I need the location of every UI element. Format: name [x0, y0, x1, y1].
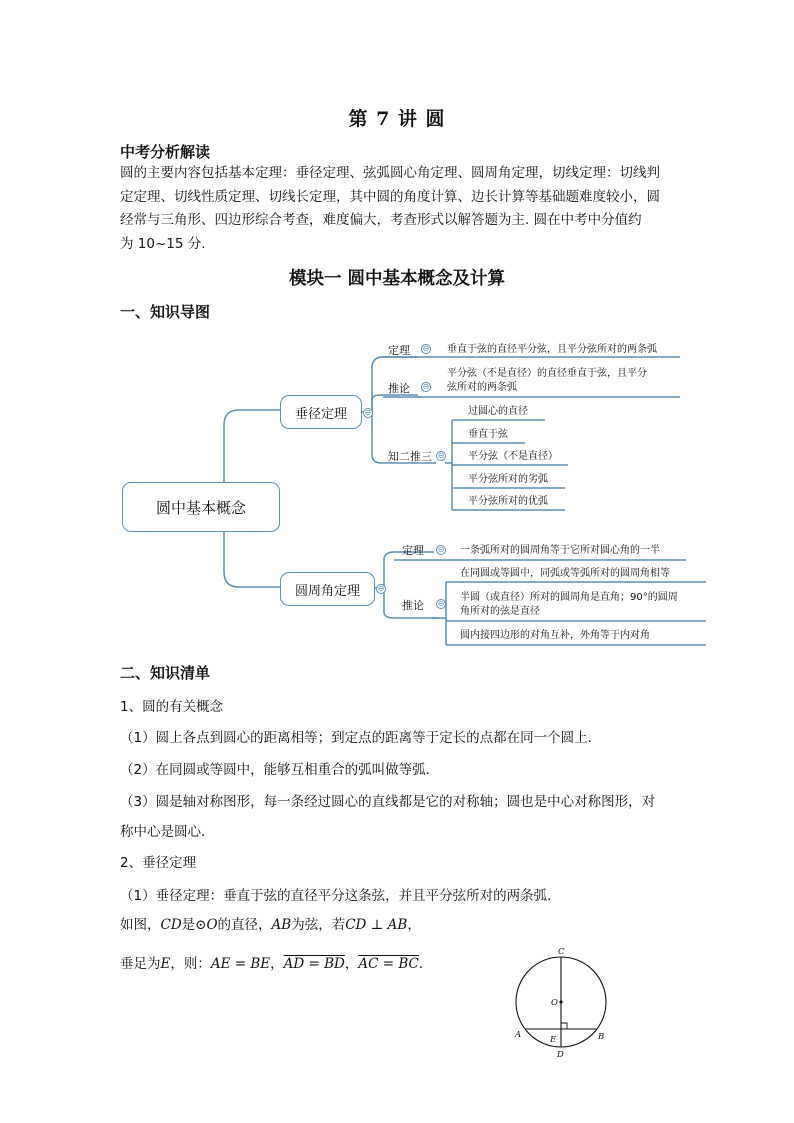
- analysis-line: 定定理、切线性质定理、切线长定理，其中圆的角度计算、边长计算等基础题难度较小，圆: [120, 188, 660, 205]
- analysis-line: 经常与三角形、四边形综合考查，难度偏大，考查形式以解答题为主. 圆在中考中分值约: [120, 212, 642, 228]
- mindmap-leaf: 在同圆或等圆中，同弧或等弧所对的圆周角相等: [460, 568, 670, 579]
- text-fragment: 如图，: [120, 917, 161, 933]
- label-a: A: [515, 1030, 522, 1040]
- mindmap-node-inscribed-angle: 圆周角定理: [280, 572, 375, 606]
- collapse-icon[interactable]: ⊖: [364, 408, 372, 417]
- list-paragraph: （1）垂径定理：垂直于弦的直径平分这条弦，并且平分弦所对的两条弧．: [120, 888, 561, 904]
- collapse-icon[interactable]: ⊖: [422, 382, 430, 391]
- label-b: B: [598, 1032, 605, 1042]
- list-paragraph: （3）圆是轴对称图形，每一条经过圆心的直线都是它的对称轴；圆也是中心对称图形，对: [120, 794, 656, 810]
- mindmap-leaf: 平分弦（不是直径）的直径垂直于弦，且平分: [447, 368, 647, 379]
- list-item-heading: 1、圆的有关概念: [120, 699, 224, 715]
- math-fragment: CD: [160, 917, 182, 933]
- label-o: O: [551, 998, 558, 1008]
- mindmap-label-theorem: 定理: [388, 344, 410, 357]
- math-fragment: CD ⊥ AB: [345, 917, 408, 933]
- right-angle-mark: [561, 1023, 567, 1029]
- mindmap-leaf: 平分弦所对的优弧: [468, 496, 548, 507]
- label-c: C: [558, 947, 565, 957]
- mindmap-node-chord-theorem: 垂径定理: [280, 395, 362, 429]
- collapse-icon[interactable]: ⊖: [437, 545, 445, 554]
- analysis-line: 为 10~15 分.: [120, 235, 206, 252]
- mindmap-leaf: 平分弦（不是直径）: [468, 451, 558, 462]
- mindmap-leaf: 弦所对的两条弧: [447, 382, 517, 393]
- list-paragraph: （1）圆上各点到圆心的距离相等；到定点的距离等于定长的点都在同一个圆上．: [120, 730, 602, 746]
- list-paragraph: （2）在同圆或等圆中，能够互相重合的弧叫做等弧．: [120, 762, 440, 778]
- mindmap-leaf: 一条弧所对的圆周角等于它所对圆心角的一半: [460, 545, 660, 556]
- mindmap-leaf: 圆内接四边形的对角互补，外角等于内对角: [460, 630, 650, 641]
- collapse-icon[interactable]: ⊖: [437, 451, 445, 460]
- mindmap-label-know-two: 知二推三: [388, 450, 432, 463]
- module-title: 模块一 圆中基本概念及计算: [288, 269, 506, 289]
- text-fragment: 为弦，若: [291, 917, 346, 933]
- mindmap-label-corollary: 推论: [402, 599, 424, 612]
- math-fragment: E: [160, 956, 171, 972]
- list-paragraph: [120, 952, 432, 972]
- mindmap-leaf: 垂直于弦的直径平分弦，且平分弦所对的两条弧: [447, 344, 657, 355]
- text-fragment: ，则：: [170, 956, 211, 972]
- text-fragment: ，: [270, 956, 284, 972]
- mindmap-leaf: 过圆心的直径: [468, 406, 528, 417]
- page-title: 第 7 讲 圆: [348, 108, 446, 130]
- mindmap-leaf: 平分弦所对的劣弧: [468, 474, 548, 485]
- text-fragment: 是: [181, 917, 196, 933]
- analysis-heading: 中考分析解读: [120, 143, 211, 161]
- label-d: D: [557, 1050, 564, 1060]
- list-paragraph: 称中心是圆心．: [120, 824, 215, 840]
- mindmap-leaf: 角所对的弦是直径: [460, 606, 540, 617]
- text-fragment: ，: [344, 956, 359, 972]
- text-fragment: 的直径，: [217, 917, 272, 933]
- mindmap-label-corollary: 推论: [388, 382, 410, 395]
- list-paragraph: [120, 913, 421, 933]
- label-e: E: [550, 1035, 557, 1045]
- mindmap-root-node: 圆中基本概念: [122, 482, 280, 532]
- mindmap-leaf: 垂直于弦: [468, 429, 508, 440]
- math-fragment: AD = BD: [283, 956, 345, 972]
- text-fragment: ，: [407, 917, 421, 933]
- collapse-icon[interactable]: ⊖: [422, 344, 430, 353]
- analysis-line: 圆的主要内容包括基本定理：垂径定理、弦弧圆心角定理、圆周角定理，切线定理：切线判: [120, 165, 660, 181]
- math-fragment: AC = BC: [358, 956, 419, 972]
- section-heading-list: 二、知识清单: [120, 664, 211, 682]
- text-fragment: 垂足为: [120, 956, 161, 972]
- collapse-icon[interactable]: ⊖: [377, 584, 385, 593]
- collapse-icon[interactable]: ⊖: [437, 599, 445, 608]
- math-fragment: AE = BE: [210, 956, 271, 972]
- list-item-heading: 2、垂径定理: [120, 855, 197, 871]
- text-fragment: ．: [418, 956, 433, 972]
- mindmap-leaf: 半圆（或直径）所对的圆周角是直角；90°的圆周: [460, 592, 678, 603]
- center-point: [559, 1000, 562, 1003]
- section-heading-mindmap: 一、知识导图: [120, 303, 211, 321]
- math-fragment: ⊙O: [195, 917, 218, 933]
- circle-figure: [505, 945, 615, 1065]
- mindmap-label-theorem: 定理: [402, 544, 424, 557]
- math-fragment: AB: [271, 917, 292, 933]
